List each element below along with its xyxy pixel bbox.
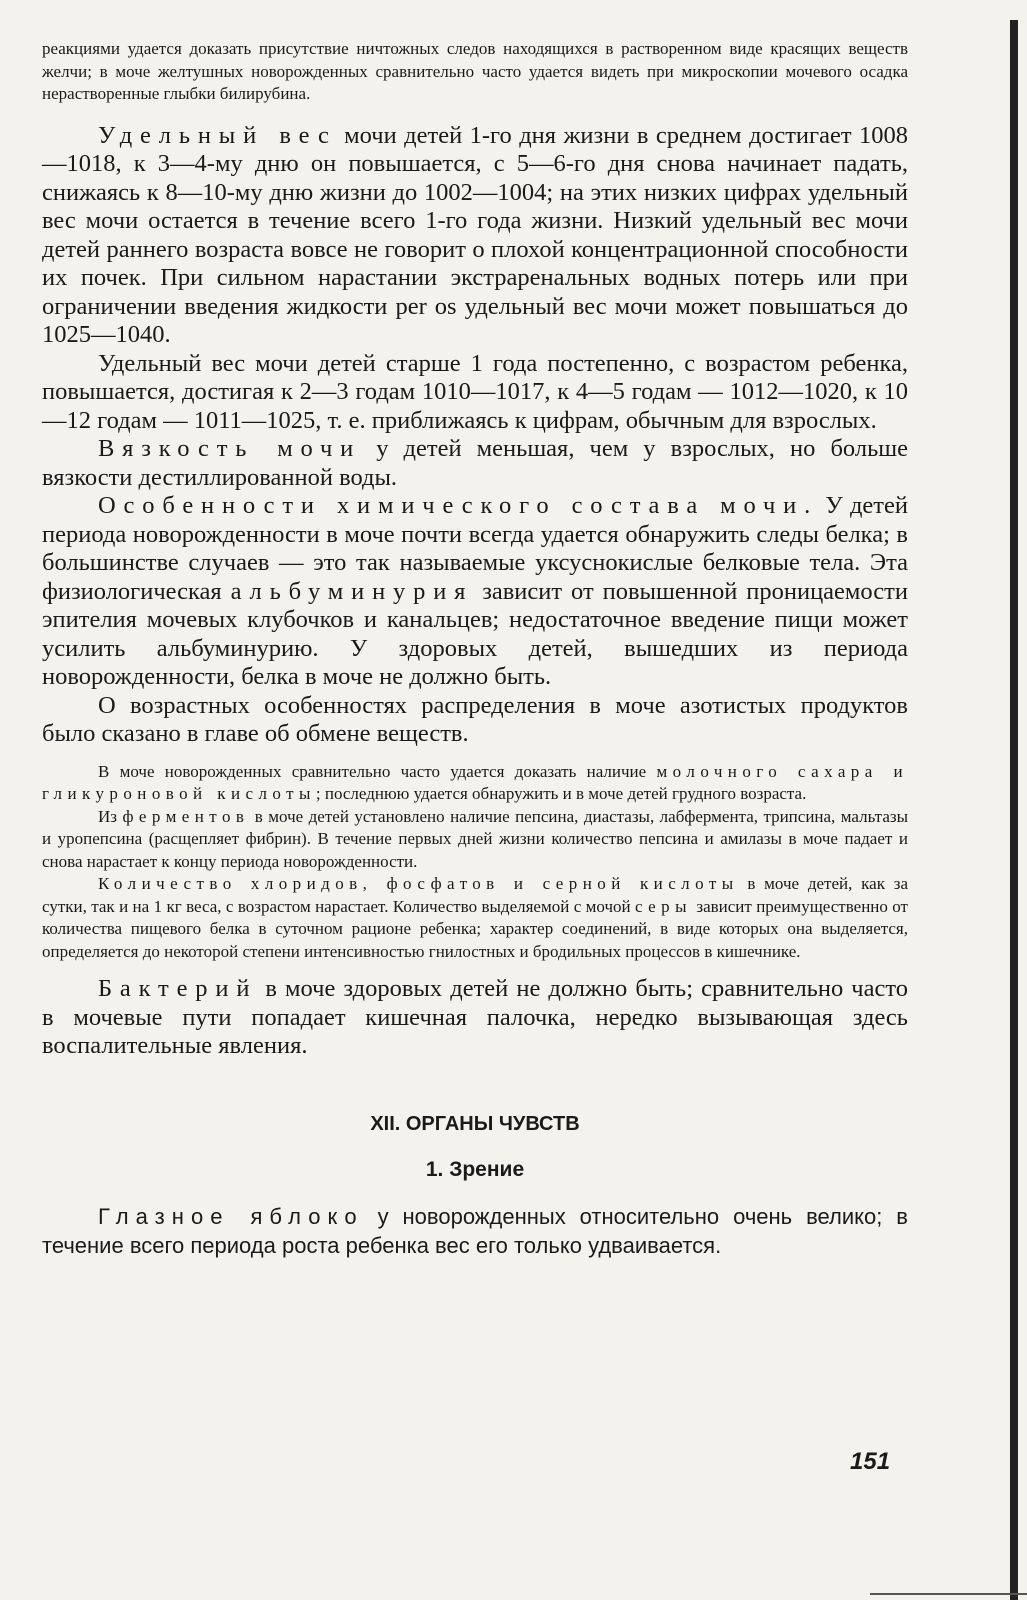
term-sulfur: серы — [634, 896, 692, 916]
term-eyeball: Глазное яблоко — [98, 1203, 364, 1229]
section-title: XII. ОРГАНЫ ЧУВСТВ — [370, 1112, 580, 1135]
paragraph-nitrogen-products: О возрастных особенностях распределения в моче азотистых продуктов было сказано в главе об обмене веществ. — [42, 691, 908, 747]
term-enzymes: ферментов — [122, 806, 250, 826]
term-viscosity: Вязкость мочи — [98, 435, 362, 462]
term-specific-gravity: Удельный вес — [98, 121, 337, 149]
paragraph-specific-gravity-older: Удельный вес мочи детей старше 1 года постепенно, с возрастом ребенка, повышается, достигая к 2—3 годам 1010—1017, к 4—5 годам — 1012—1020, к 10—12 годам — 1011—1025, т. е. приближаясь к цифрам, обычным для взрослых. — [42, 349, 908, 434]
term-bacteria: Бактерий — [98, 975, 258, 1002]
paragraph-enzymes: Из ферментов в моче детей установлено наличие пепсина, диастазы, лабфермента, трипсина, мальтазы и уропепсина (расщепляет фибрин). В течение первых дней жизни количество пепсина и амилазы в моче падает и снова нарастает к концу периода новорожденности. — [42, 806, 909, 871]
page-bottom-rule — [870, 1593, 1027, 1595]
page-edge-shadow — [1010, 20, 1018, 1600]
paragraph-milk-sugar: В моче новорожденных сравнительно часто удается доказать наличие молочного сахара и гликуроновой кислоты; последнюю удается обнаружить и в моче детей грудного возраста. — [42, 761, 908, 803]
term-milk-sugar: молочного сахара и гликуроновой кислоты — [42, 761, 908, 803]
term-chemical-composition: Особенности химического состава мочи. — [98, 492, 819, 519]
term-albuminuria: альбуминурия — [230, 577, 474, 605]
paragraph-specific-gravity: Удельный вес мочи детей 1-го дня жизни в среднем достигает 1008—1018, к 3—4-му дню он повышается, с 5—6-го дня снова начинает падать, снижаясь к 8—10-му дню жизни до 1002—1004; на этих низких цифрах удельный вес мочи остается в течение всего 1-го года жизни. Низкий удельный вес мочи детей раннего возраста вовсе не говорит о плохой концентрационной способности их почек. При сильном нарастании экстраренальных водных потерь или при ограничении введения жидкости per os удельный вес мочи может повышаться до 1025—1040. — [42, 121, 908, 348]
subsection-title: 1. Зрение — [425, 1157, 525, 1181]
paragraph-bile-pigments: реакциями удается доказать присутствие ничтожных следов находящихся в растворенном виде красящих веществ желчи; в моче желтушных новорожденных сравнительно часто удается видеть при микроскопии мочевого осадка нерастворенные глыбки билирубина. — [42, 39, 908, 103]
paragraph-chlorides: Количество хлоридов, фосфатов и серной кислоты в моче детей, как за сутки, так и на 1 кг веса, с возрастом нарастает. Количество выделяемой с мочой серы зависит преимущественно от количества пищевого белка в суточном рационе ребенка; характер соединений, в виде которых она выделяется, определяется до некоторой степени интенсивностью гнилостных и бродильных процессов в кишечнике. — [42, 874, 908, 961]
paragraph-bacteria: Бактерий в моче здоровых детей не должно быть; сравнительно часто в мочевые пути попадает кишечная палочка, нередко вызывающая здесь воспалительные явления. — [42, 975, 908, 1059]
paragraph-eyeball: Глазное яблоко у новорожденных относительно очень велико; в течение всего периода роста ребенка вес его только удваивается. — [42, 1203, 908, 1258]
page-content — [42, 38, 908, 1260]
paragraph-chemical-composition: Особенности химического состава мочи. У детей периода новорожденности в моче почти всегда удается обнаружить следы белка; в большинстве случаев — это так называемые уксуснокислые белковые тела. Эта физиологическая альбуминурия зависит от повышенной проницаемости эпителия мочевых клубочков и канальцев; недостаточное введение пищи может усилить альбуминурию. У здоровых детей, вышедших из периода новорожденности, белка в моче не должно быть. — [42, 492, 908, 690]
page-number: 151 — [850, 1448, 891, 1475]
paragraph-viscosity: Вязкость мочи у детей меньшая, чем у взрослых, но больше вязкости дестиллированной воды. — [42, 435, 908, 491]
term-chlorides: Количество хлоридов, фосфатов и серной кислоты — [98, 874, 739, 893]
